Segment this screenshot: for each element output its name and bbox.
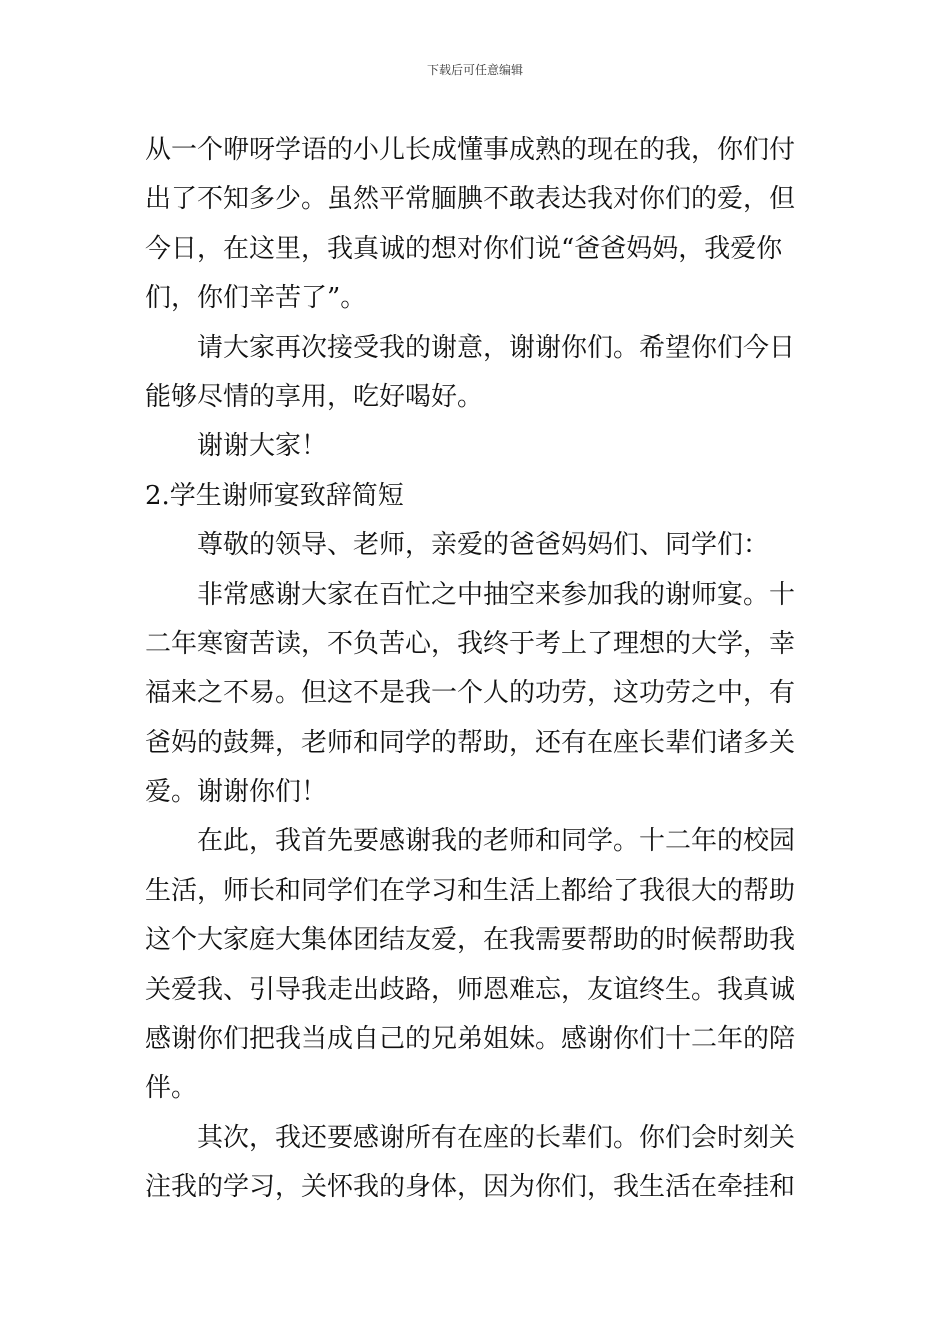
section-heading: 2.学生谢师宴致辞简短 (145, 480, 404, 511)
text-line: 今日，在这里，我真诚的想对你们说“爸爸妈妈，我爱你 (145, 233, 783, 264)
text-line: 爸妈的鼓舞，老师和同学的帮助，还有在座长辈们诸多关 (145, 727, 796, 758)
text-line: 生活，师长和同学们在学习和生活上都给了我很大的帮助 (145, 875, 796, 906)
text-line: 出了不知多少。虽然平常腼腆不敢表达我对你们的爱，但 (145, 184, 796, 215)
text-line: 请大家再次接受我的谢意，谢谢你们。希望你们今日 (145, 332, 796, 363)
text-line: 尊敬的领导、老师，亲爱的爸爸妈妈们、同学们： (145, 530, 770, 561)
document-body (145, 126, 810, 1213)
text-line: 谢谢大家！ (145, 431, 328, 462)
text-line: 感谢你们把我当成自己的兄弟姐妹。感谢你们十二年的陪 (145, 1024, 796, 1055)
text-line: 在此，我首先要感谢我的老师和同学。十二年的校园 (145, 826, 796, 857)
text-line: 爱。谢谢你们！ (145, 777, 328, 808)
text-line: 注我的学习，关怀我的身体，因为你们，我生活在牵挂和 (145, 1172, 796, 1203)
text-line: 这个大家庭大集体团结友爱，在我需要帮助的时候帮助我 (145, 925, 796, 956)
page-header: 下载后可任意编辑 (426, 63, 523, 77)
text-line: 其次，我还要感谢所有在座的长辈们。你们会时刻关 (145, 1122, 796, 1153)
text-line: 非常感谢大家在百忙之中抽空来参加我的谢师宴。十 (145, 579, 796, 610)
text-line: 福来之不易。但这不是我一个人的功劳，这功劳之中，有 (145, 678, 796, 709)
text-line: 关爱我、引导我走出歧路，师恩难忘，友谊终生。我真诚 (145, 974, 796, 1005)
text-line: 们，你们辛苦了”。 (145, 283, 367, 314)
text-line: 二年寒窗苦读，不负苦心，我终于考上了理想的大学，幸 (145, 628, 796, 659)
text-line: 伴。 (145, 1073, 198, 1104)
text-line: 从一个咿呀学语的小儿长成懂事成熟的现在的我，你们付 (145, 135, 796, 165)
text-line: 能够尽情的享用，吃好喝好。 (145, 381, 484, 412)
